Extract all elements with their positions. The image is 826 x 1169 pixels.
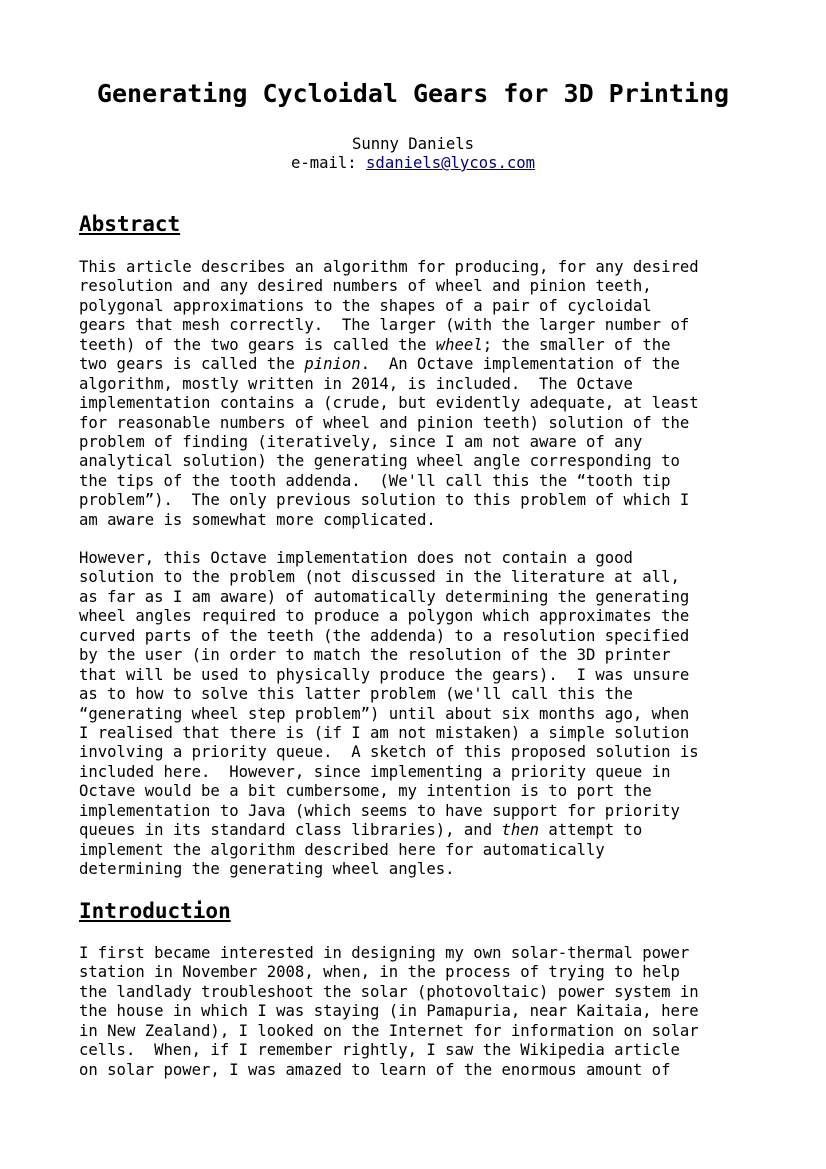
text-run: analytical solution) the generating wheel angle corresponding to bbox=[79, 452, 680, 471]
text-run: the house in which I was staying (in Pamapuria, near Kaitaia, here bbox=[79, 1002, 699, 1021]
text-line bbox=[79, 277, 759, 296]
text-run: implementation to Java (which seems to have support for priority bbox=[79, 801, 680, 820]
text-run: ; the smaller of the bbox=[482, 335, 671, 354]
text-run: as far as I am aware) of automatically determining the generating bbox=[79, 587, 690, 606]
text-run: This article describes an algorithm for producing, for any desired bbox=[79, 258, 699, 276]
text-run: I realised that there is (if I am not mistaken) a simple solution bbox=[79, 723, 690, 742]
text-line bbox=[79, 375, 759, 394]
abstract-heading: Abstract bbox=[79, 212, 181, 236]
text-run: two gears is called the bbox=[79, 355, 305, 374]
text-line bbox=[79, 743, 759, 762]
author-name: Sunny Daniels bbox=[351, 135, 475, 153]
text-run: However, this Octave implementation does not contain a good bbox=[79, 549, 633, 567]
text-run: determining the generating wheel angles. bbox=[79, 860, 455, 878]
text-line bbox=[79, 1061, 759, 1080]
text-run: for reasonable numbers of wheel and pinion teeth) solution of the bbox=[79, 413, 690, 432]
text-run: solution to the problem (not discussed in the literature at all, bbox=[79, 568, 680, 587]
text-line bbox=[79, 491, 759, 510]
text-run: implementation contains a (crude, but evidently adequate, at least bbox=[79, 394, 699, 413]
text-run: cells. When, if I remember rightly, I saw the Wikipedia article bbox=[79, 1041, 680, 1060]
italic-term: wheel bbox=[435, 335, 483, 354]
text-line bbox=[79, 841, 759, 860]
text-line bbox=[79, 1002, 759, 1021]
introduction-paragraph-1 bbox=[79, 944, 759, 1080]
text-line bbox=[79, 472, 759, 491]
text-line bbox=[79, 316, 759, 335]
text-run: gears that mesh correctly. The larger (with the larger number of bbox=[79, 316, 690, 335]
text-line bbox=[79, 705, 759, 724]
text-run: in New Zealand), I looked on the Internet for information on solar bbox=[79, 1021, 699, 1040]
text-line bbox=[79, 607, 759, 626]
text-run: resolution and any desired numbers of wheel and pinion teeth, bbox=[79, 277, 652, 296]
text-line bbox=[79, 666, 759, 685]
italic-term: then bbox=[501, 821, 540, 840]
italic-term: pinion bbox=[304, 355, 361, 374]
text-line bbox=[79, 1022, 759, 1041]
text-line bbox=[79, 452, 759, 471]
text-run: problem of finding (iteratively, since I am not aware of any bbox=[79, 432, 643, 451]
text-run: curved parts of the teeth (the addenda) to a resolution specified bbox=[79, 626, 690, 645]
text-line bbox=[79, 724, 759, 743]
text-line bbox=[79, 549, 759, 568]
document-title: Generating Cycloidal Gears for 3D Printing bbox=[96, 79, 730, 108]
text-line bbox=[79, 627, 759, 646]
abstract-paragraph-2 bbox=[79, 549, 759, 879]
text-line bbox=[79, 258, 759, 277]
text-run: am aware is somewhat more complicated. bbox=[79, 510, 436, 529]
introduction-heading: Introduction bbox=[79, 899, 231, 923]
text-line bbox=[79, 782, 759, 801]
text-run: as to how to solve this latter problem (we'll call this the bbox=[79, 685, 633, 704]
email-link[interactable]: sdaniels@lycos.com bbox=[366, 154, 536, 172]
text-line bbox=[79, 588, 759, 607]
text-run: the landlady troubleshoot the solar (photovoltaic) power system in bbox=[79, 982, 699, 1001]
text-line bbox=[79, 414, 759, 433]
text-line bbox=[79, 944, 759, 963]
text-line bbox=[79, 568, 759, 587]
text-run: that will be used to physically produce the gears). I was unsure bbox=[79, 665, 690, 684]
text-run: teeth) of the two gears is called the bbox=[79, 335, 436, 354]
text-line bbox=[79, 1041, 759, 1060]
text-run: queues in its standard class libraries), and bbox=[79, 821, 502, 840]
text-run: by the user (in order to match the resolution of the 3D printer bbox=[79, 646, 671, 665]
text-line bbox=[79, 336, 759, 355]
text-line bbox=[79, 983, 759, 1002]
text-run: “generating wheel step problem”) until about six months ago, when bbox=[79, 704, 690, 723]
text-run: on solar power, I was amazed to learn of the enormous amount of bbox=[79, 1060, 671, 1079]
text-run: problem”). The only previous solution to this problem of which I bbox=[79, 491, 690, 510]
text-line bbox=[79, 821, 759, 840]
text-run: polygonal approximations to the shapes of a pair of cycloidal bbox=[79, 296, 652, 315]
text-line bbox=[79, 355, 759, 374]
text-run: station in November 2008, when, in the process of trying to help bbox=[79, 963, 680, 982]
text-line bbox=[79, 511, 759, 530]
text-line bbox=[79, 394, 759, 413]
text-run: included here. However, since implementing a priority queue in bbox=[79, 762, 671, 781]
text-run: Octave would be a bit cumbersome, my intention is to port the bbox=[79, 782, 652, 801]
text-line bbox=[79, 802, 759, 821]
text-run: wheel angles required to produce a polygon which approximates the bbox=[79, 607, 690, 626]
text-line bbox=[79, 860, 759, 879]
email-label: e-mail: bbox=[290, 154, 367, 172]
text-run: implement the algorithm described here for automatically bbox=[79, 840, 605, 859]
abstract-paragraph-1 bbox=[79, 258, 759, 530]
text-line bbox=[79, 646, 759, 665]
text-line bbox=[79, 763, 759, 782]
text-line bbox=[79, 963, 759, 982]
text-run: involving a priority queue. A sketch of this proposed solution is bbox=[79, 743, 699, 762]
text-run: the tips of the tooth addenda. (We'll call this the “tooth tip bbox=[79, 471, 671, 490]
text-run: attempt to bbox=[539, 821, 643, 840]
text-run: . An Octave implementation of the bbox=[360, 355, 680, 374]
text-run: I first became interested in designing my own solar-thermal power bbox=[79, 944, 690, 962]
text-line bbox=[79, 297, 759, 316]
email-line bbox=[0, 153, 826, 173]
text-line bbox=[79, 433, 759, 452]
text-run: algorithm, mostly written in 2014, is included. The Octave bbox=[79, 374, 633, 393]
text-line bbox=[79, 685, 759, 704]
